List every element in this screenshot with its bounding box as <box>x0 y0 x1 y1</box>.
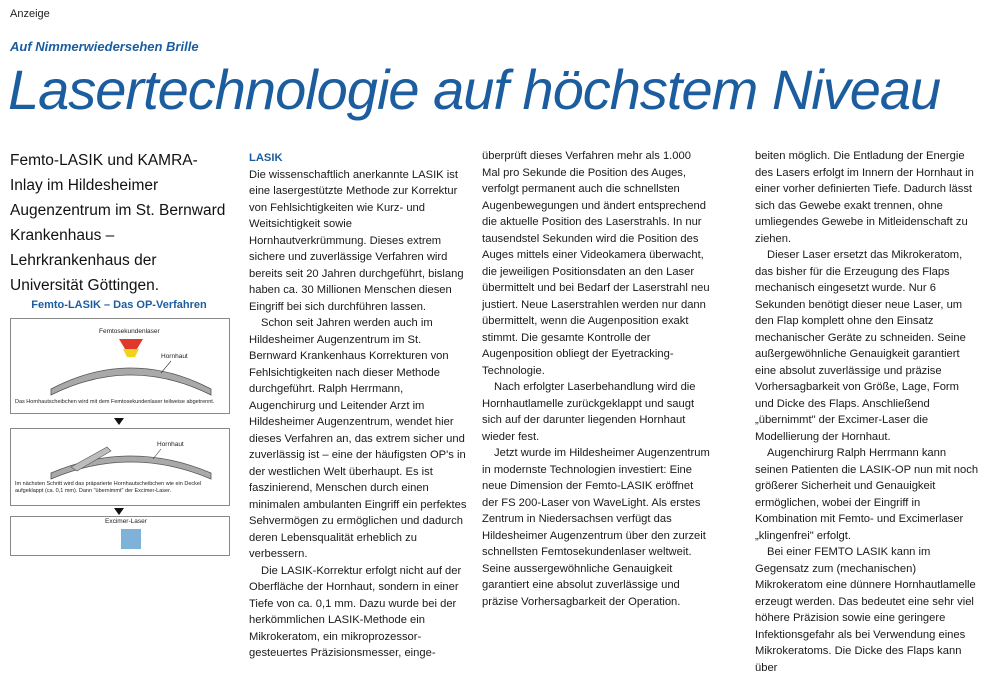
paragraph: Dieser Laser ersetzt das Mikrokeratom, das bisher für die Erzeugung des Flaps mechanisch eingesetzt wurde. Nur 6 Sekunden benötigt dieser neue Laser, um den Flap komplett ohne den Einsatz mechanischer Geräte zu schneiden. Seine außergewöhnliche Genauigkeit garantiert eine absolut zuverlässige und präzise Vorhersagbarkeit von Größe, Lage, Form und Dicke des Flaps. Anschließend „übernimmt" der Excimer-Laser die Modellierung der Hornhaut. <box>755 249 966 443</box>
cornea-label: Hornhaut <box>161 353 188 360</box>
arrow-down-icon <box>114 418 124 425</box>
article-column-3 <box>755 148 980 676</box>
excimer-laser-label: Excimer-Laser <box>105 518 147 525</box>
cornea-label-2: Hornhaut <box>157 441 184 448</box>
article-column-2 <box>482 148 710 610</box>
arrow-down-icon-2 <box>114 508 124 515</box>
femto-laser-label: Femtosekundenlaser <box>99 328 160 335</box>
step-2-caption: Im nächsten Schritt wird das präparierte Hornhautscheibchen wie ein Deckel aufgeklappt (ca. 0,1 mm). Dann "übernimmt" der Excimer-Laser. <box>15 481 202 494</box>
paragraph: überprüft dieses Verfahren mehr als 1.000 Mal pro Sekunde die Position des Auges, verfolgt permanent auch die schnellsten Augenbewegungen und ändert entsprechend die aktuelle Position des Laserstrahls. In nur tausendstel Sekunden wird die Position des Auges mittels einer Videokamera überwacht, die jeweiligen Positionsdaten an den Laser übermittelt und bei Bedarf der Laserstrahl neu justiert. Neue Laserstrahlen werden nur dann übermittelt, wenn die Augenposition exakt stimmt. Die gesamte Kontrolle der Augenposition obliegt der Eyetracking-Technologie. <box>482 150 710 377</box>
step-1-caption: Das Hornhautscheibchen wird mit dem Femtosekundenlaser teilweise abgetrennt. <box>15 399 215 405</box>
ad-label: Anzeige <box>10 8 50 20</box>
paragraph: Bei einer FEMTO LASIK kann im Gegensatz zum (mechanischen) Mikrokeratom eine dünnere Hornhautlamelle erzeugt werden. Das bedeutet eine sehr viel höhere Präzision sowie eine geringere Infektionsgefahr als bei Verwendung eines Mikrokeratoms. Die Dicke des Flaps kann über <box>755 546 976 674</box>
diagram-title: Femto-LASIK – Das OP-Verfahren <box>31 299 207 311</box>
diagram-step-3 <box>10 516 230 556</box>
paragraph: Die wissenschaftlich anerkannte LASIK ist eine lasergestützte Methode zur Korrektur von Fehlsichtigkeiten wie Kurz- und Weitsichtigkeit sowie Hornhautverkrümmung. Dieses extrem sichere und zuverlässige Verfahren wird bereits seit 20 Jahren durchgeführt, bislang haben ca. 30 Millionen Menschen diesen Eingriff bei sich durchführen lassen. <box>249 168 464 313</box>
paragraph: Schon seit Jahren werden auch im Hildesheimer Augenzentrum im St. Bernward Krankenhaus Korrekturen von Fehlsichtigkeiten nach dieser Methode durchgeführt. Ralph Herrmann, Augenchirurg und Leitender Arzt im Hildesheimer Augenzentrum, wendet hier dieses Verfahren an, das extrem sicher und zuverlässig ist – eine der häufigsten OP's in der westlichen Welt überhaupt. Es ist faszinierend, Menschen durch einen minimalen ambulanten Eingriff ein perfektes Sehvermögen zu ermöglichen und dadurch deren Lebensqualität erheblich zu verbessern. <box>249 317 467 560</box>
flap-illustration <box>11 429 231 507</box>
paragraph: Nach erfolgter Laserbehandlung wird die Hornhautlamelle zurückgeklappt und saugt sich auf der darunter liegenden Hornhaut wieder fest. <box>482 381 696 443</box>
paragraph: Jetzt wurde im Hildesheimer Augenzentrum in modernste Technologien investiert: Eine neue Dimension der Femto-LASIK eröffnet der FS 200-Laser von WaveLight. Als erstes Zentrum in Niedersachsen verfügt das Hildesheimer Augenzentrum über den zurzeit schnellsten Femtosekundenlaser weltweit. Seine aussergewöhnliche Genauigkeit garantiert eine absolut zuverlässige und präzise Vorhersagbarkeit der Operation. <box>482 447 710 608</box>
paragraph: Augenchirurg Ralph Herrmann kann seinen Patienten die LASIK-OP nun mit noch größerer Sicherheit und Genauigkeit ermöglichen, wobei der Eingriff in Kombination mit Femto- und Excimerlaser „klingenfrei" erfolgt. <box>755 447 979 542</box>
diagram-step-1 <box>10 318 230 414</box>
paragraph: Die LASIK-Korrektur erfolgt nicht auf der Oberfläche der Hornhaut, sondern in einer Tiefe von ca. 0,1 mm. Dazu wurde bei der herkömmlichen LASIK-Methode ein Mikrokeratom, ein mikroprozessor-gesteuertes Präzisionsmesser, einge- <box>249 564 462 659</box>
article-column-1 <box>249 150 471 662</box>
kicker: Auf Nimmerwiedersehen Brille <box>10 39 199 54</box>
section-heading: LASIK <box>249 152 283 164</box>
paragraph: beiten möglich. Die Entladung der Energie des Lasers erfolgt im Innern der Hornhaut in einer vorher definierten Tiefe. Dadurch lässt sich das Gewebe exakt trennen, ohne umliegendes Gewebe in Mitleidenschaft zu ziehen. <box>755 150 974 245</box>
headline: Lasertechnologie auf höchstem Niveau <box>8 58 941 121</box>
lead-text: Femto-LASIK und KAMRA-Inlay im Hildesheimer Augenzentrum im St. Bernward Krankenhaus – Lehrkrankenhaus der Universität Göttingen. <box>10 152 226 294</box>
diagram-step-2 <box>10 428 230 506</box>
